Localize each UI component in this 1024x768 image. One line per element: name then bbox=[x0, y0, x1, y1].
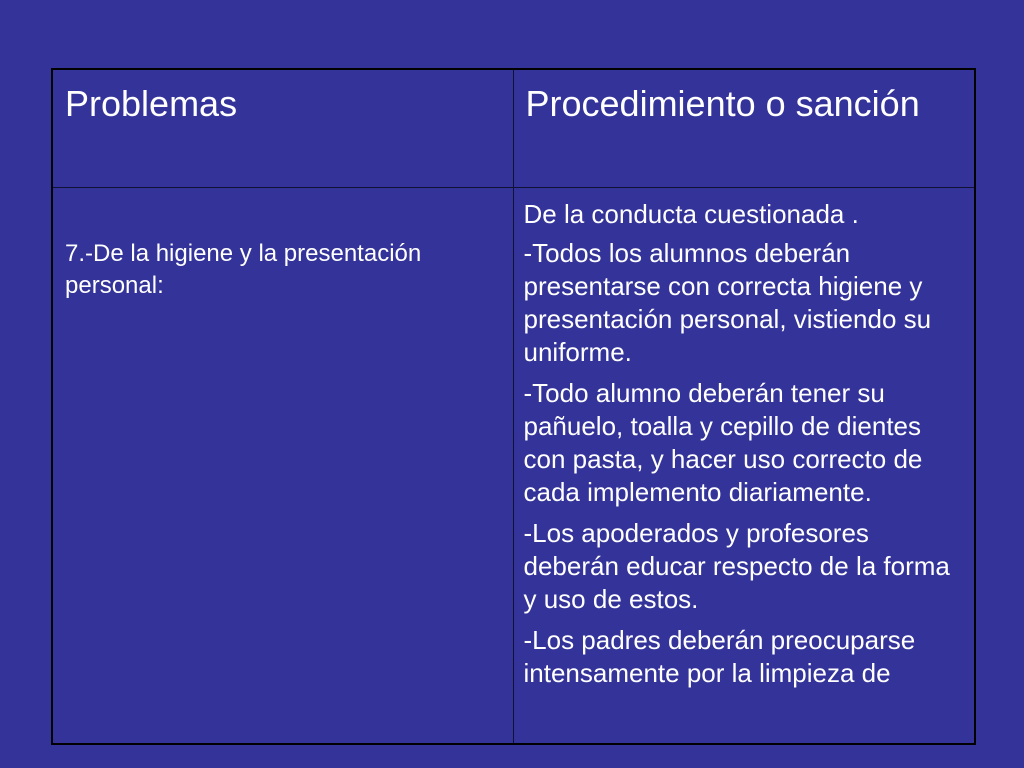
header-problems-cell bbox=[52, 69, 513, 187]
procedure-paragraph: -Todo alumno deberán tener su pañuelo, toalla y cepillo de dientes con pasta, y hacer uso correcto de cada implemento diariamente. bbox=[523, 377, 923, 507]
header-procedure-cell bbox=[513, 69, 975, 187]
problem-text: 7.-De la higiene y la presentación personal: bbox=[65, 239, 422, 299]
procedure-paragraph: De la conducta cuestionada . bbox=[523, 198, 859, 229]
header-problems-label: Problemas bbox=[65, 83, 238, 124]
procedure-paragraph: -Los apoderados y profesores deberán educar respecto de la forma y uso de estos. bbox=[523, 517, 950, 614]
rules-table bbox=[51, 68, 976, 745]
table-header-row bbox=[52, 69, 975, 187]
procedure-cell bbox=[513, 187, 975, 744]
header-procedure-label: Procedimiento o sanción bbox=[525, 83, 920, 124]
procedure-paragraph: -Los padres deberán preocuparse intensamente por la limpieza de bbox=[523, 624, 916, 688]
problem-cell bbox=[52, 187, 513, 744]
procedure-paragraph: -Todos los alumnos deberán presentarse con correcta higiene y presentación personal, vistiendo su uniforme. bbox=[523, 237, 932, 367]
table-row bbox=[52, 187, 975, 744]
